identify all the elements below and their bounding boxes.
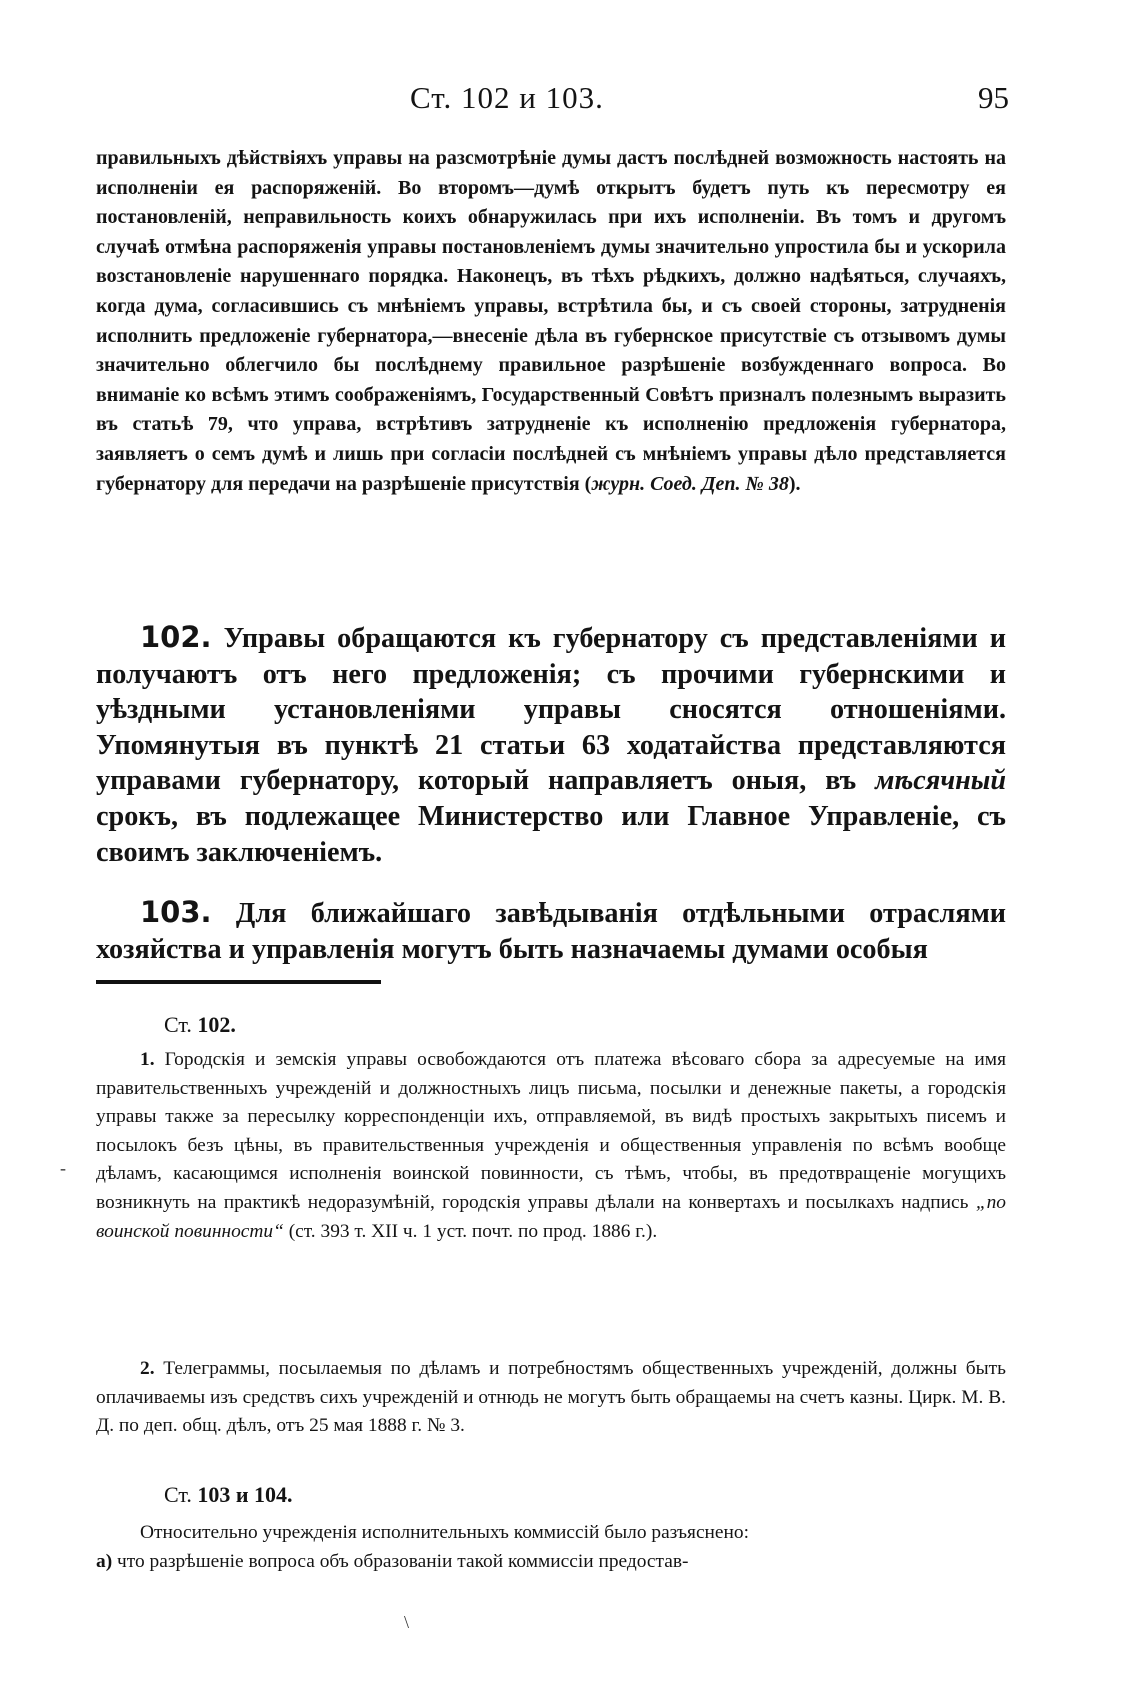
margin-mark: - [60, 1158, 66, 1178]
note-102-item-2 [96, 1355, 1006, 1441]
article-102-text-end: срокъ, въ подлежащее Министерство или Главное Управленіе, съ своимъ заключеніемъ. [96, 800, 1006, 868]
page-header [0, 80, 1140, 124]
note-103-body [96, 1519, 1006, 1576]
note-103-heading [164, 1482, 293, 1508]
note-102-heading-prefix: Ст. [164, 1012, 198, 1037]
note-103-intro: Относительно учрежденія исполнительныхъ коммиссій было разъяснено: [140, 1522, 749, 1543]
article-102-emphasis: мѣсячный [875, 765, 1006, 797]
article-102 [96, 620, 1006, 870]
intro-paragraph [96, 144, 1006, 499]
scan-mark: \ [404, 1612, 410, 1632]
note-103-item-a-label: а) [96, 1550, 113, 1572]
intro-text-end: ). [788, 472, 801, 495]
note-102-heading [164, 1012, 236, 1038]
note-102-item-2-text: Телеграммы, посылаемыя по дѣламъ и потребностямъ общественныхъ учрежденій, должны быть оплачиваемы изъ средствъ сихъ учрежденій и отнюдь не могутъ быть обращаемы на счетъ казны. Цирк. М. В. Д. по деп. общ. дѣлъ, отъ 25 мая 1888 г. № 3. [96, 1358, 1006, 1437]
page-number: 95 [978, 80, 1009, 115]
note-103-heading-prefix: Ст. [164, 1482, 198, 1507]
note-102-item-2-number: 2. [140, 1358, 155, 1379]
note-102-item-1-number: 1. [140, 1049, 155, 1070]
article-103-text: Для ближайшаго завѣдыванія отдѣльными отраслями хозяйства и управленія могутъ быть назначаемы думами особыя [96, 898, 1007, 965]
note-103-item-a-text: что разрѣшеніе вопроса объ образованіи такой коммиссіи предостав- [112, 1550, 689, 1572]
article-103 [96, 895, 1006, 967]
running-title: Ст. 102 и 103. [410, 80, 604, 115]
note-102-item-1-text-end: (ст. 393 т. XII ч. 1 уст. почт. по прод. 1886 г.). [283, 1220, 658, 1242]
note-102-item-1 [96, 1046, 1006, 1246]
article-102-text: Управы обращаются къ губернатору съ представленіями и получаютъ отъ него предложенія; съ прочими губернскими и уѣздными установленіями управы сносятся отношеніями. Упомянутыя въ пунктѣ 21 статьи 63 ходатайства представляются управами губернатору, который направляетъ оныя, въ [96, 623, 1007, 797]
article-103-number: 103. [140, 895, 212, 929]
journal-citation: журн. Соед. Деп. № 38 [591, 472, 789, 495]
article-102-number: 102. [140, 620, 212, 654]
note-102-heading-number: 102. [197, 1012, 236, 1037]
note-102-item-1-text: Городскія и земскія управы освобождаются отъ платежа вѣсоваго сбора за адресуемые на имя правительственныхъ учрежденій и должностныхъ лицъ письма, посылки и денежные пакеты, а городскія управы также за пересылку корреспонденціи ихъ, отправляемой, въ видѣ простыхъ закрытыхъ писемъ и посылокъ безъ цѣны, въ правительственныя учрежденія и общественныя управленія по всѣмъ вообще дѣламъ, касающимся исполненія воинской повинности, съ тѣмъ, чтобы, въ предотвращеніе могущихъ возникнуть на практикѣ недоразумѣній, городскія управы дѣлали на конвертахъ и посылкахъ надпись [96, 1049, 1006, 1213]
note-102-item-1-quote: „по воинской повинности“ [96, 1191, 1006, 1242]
intro-text: правильныхъ дѣйствіяхъ управы на разсмотрѣніе думы дастъ послѣдней возможность настоять на исполненіи ея распоряженій. Во второмъ—думѣ открытъ будетъ путь къ пересмотру ея постановленій, неправильность коихъ обнаружилась при ихъ исполненіи. Въ томъ и другомъ случаѣ отмѣна распоряженія управы постановленіемъ думы значительно упростила бы и ускорила возстановленіе нарушеннаго порядка. Наконецъ, въ тѣхъ рѣдкихъ, должно надѣяться, случаяхъ, когда дума, согласившись съ мнѣніемъ управы, встрѣтила бы, и съ своей стороны, затрудненія исполнить предложеніе губернатора,—внесеніе дѣла въ губернское присутствіе съ отзывомъ думы значительно облегчило бы послѣднему правильное разрѣшеніе возбужденнаго вопроса. Во вниманіе ко всѣмъ этимъ соображеніямъ, Государственный Совѣтъ призналъ полезнымъ выразить въ статьѣ 79, что управа, встрѣтивъ затрудненіе къ исполненію предложенія губернатора, заявляетъ о семъ думѣ и лишь при согласіи послѣдней съ мнѣніемъ управы дѣло представляется губернатору для передачи на разрѣшеніе присутствія ( [96, 147, 1006, 495]
footnote-divider [96, 980, 381, 984]
note-103-heading-number: 103 и 104. [197, 1482, 293, 1507]
